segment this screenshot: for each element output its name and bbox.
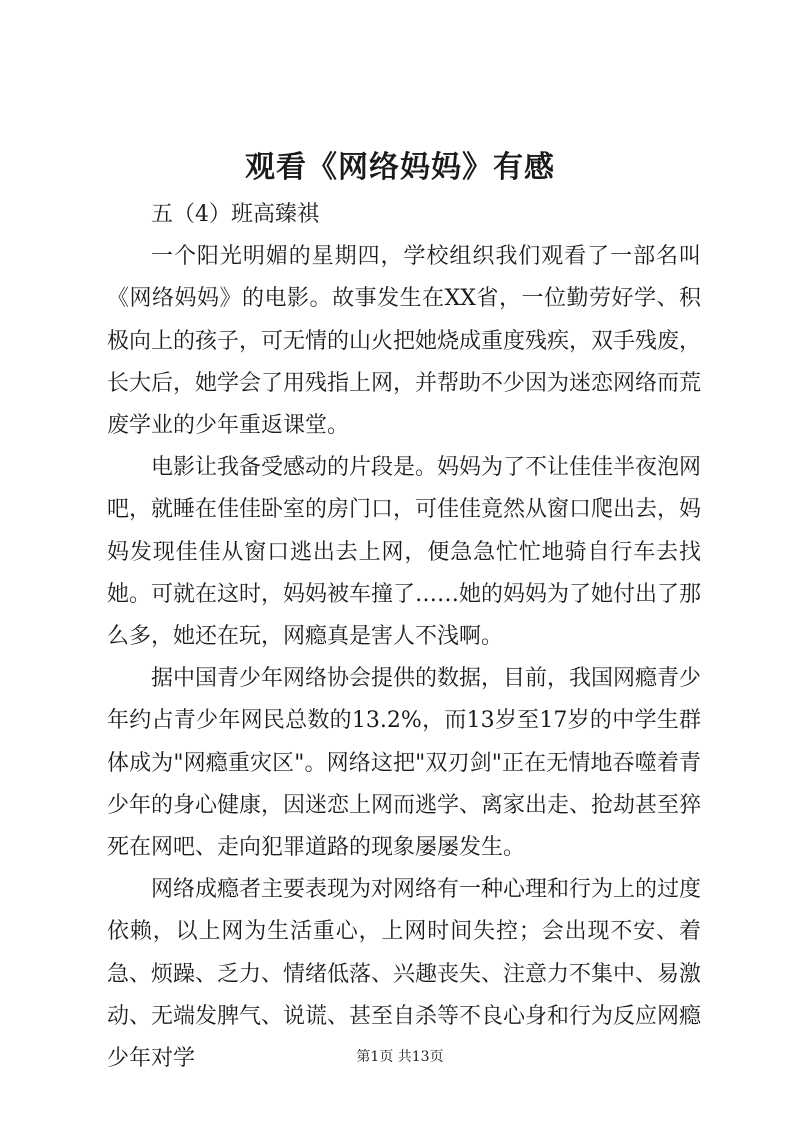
- paragraph-4: 网络成瘾者主要表现为对网络有一种心理和行为上的过度依赖，以上网为生活重心，上网时间失控；会出现不安、着急、烦躁、乏力、情绪低落、兴趣丧失、注意力不集中、易激动、无端发脾气、说谎、甚至自杀等不良心身和行为反应网瘾少年对学: [107, 877, 702, 1072]
- paragraph-2: 电影让我备受感动的片段是。妈妈为了不让佳佳半夜泡网吧，就睡在佳佳卧室的房门口，可佳佳竟然从窗口爬出去，妈妈发现佳佳从窗口逃出去上网，便急急忙忙地骑自行车去找她。可就在这时，妈妈被车撞了……她的妈妈为了她付出了那么多，她还在玩，网瘾真是害人不浅啊。: [107, 455, 702, 650]
- document-body: [107, 194, 701, 1080]
- page-title: 观看《网络妈妈》有感: [245, 150, 555, 185]
- page-number-footer: 第1页 共13页: [356, 1049, 444, 1065]
- author-line: 五（4）班高臻祺: [151, 202, 319, 227]
- paragraph-3: 据中国青少年网络协会提供的数据，目前，我国网瘾青少年约占青少年网民总数的13.2%，而13岁至17岁的中学生群体成为"网瘾重灾区"。网络这把"双刃剑"正在无情地吞噬着青少年的身心健康，因迷恋上网而逃学、离家出走、抢劫甚至猝死在网吧、走向犯罪道路的现象屡屡发生。: [107, 666, 702, 861]
- paragraph-1: 一个阳光明媚的星期四，学校组织我们观看了一部名叫《网络妈妈》的电影。故事发生在XX省，一位勤劳好学、积极向上的孩子，可无情的山火把她烧成重度残疾，双手残废，长大后，她学会了用残指上网，并帮助不少因为迷恋网络而荒废学业的少年重返课堂。: [107, 244, 702, 439]
